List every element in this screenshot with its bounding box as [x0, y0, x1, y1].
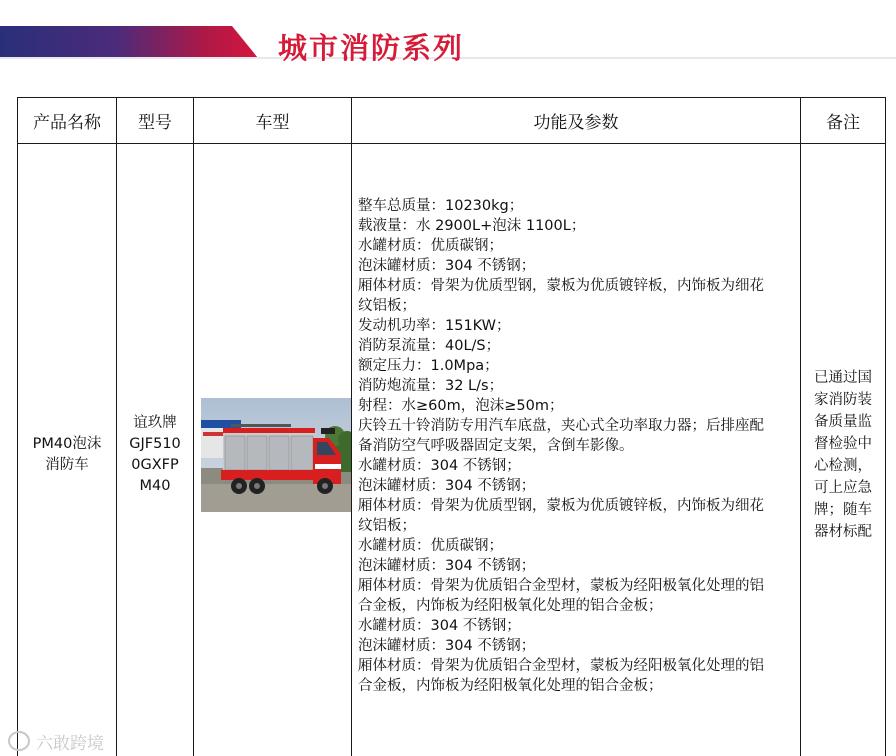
param-line: 泡沫罐材质：304 不锈钢； — [358, 258, 536, 274]
model-line: 谊玖牌 — [133, 415, 177, 431]
param-line: 水罐材质：304 不锈钢； — [358, 458, 521, 474]
product-name-line: 消防车 — [45, 457, 89, 473]
param-line: 消防泵流量：40L/S； — [358, 338, 501, 354]
table-row — [18, 144, 886, 756]
title-banner-bar — [0, 26, 258, 58]
table-header-row — [18, 98, 886, 144]
watermark-text: 六敢跨境 — [36, 733, 104, 754]
remark-line: 器材标配 — [814, 524, 872, 540]
param-line: 水罐材质：优质碳钢； — [358, 538, 503, 554]
spec-table — [17, 97, 886, 756]
param-line: 合金板，内饰板为经阳极氧化处理的铝合金板； — [358, 678, 663, 694]
param-line: 厢体材质：骨架为优质型钢，蒙板为优质镀锌板，内饰板为细花 — [358, 278, 764, 294]
param-line: 发动机功率：151KW； — [358, 318, 511, 334]
watermark-logo-icon — [8, 731, 30, 751]
header-product-name: 产品名称 — [18, 98, 117, 144]
header-remarks: 备注 — [801, 98, 886, 144]
product-name-line: PM40泡沫 — [32, 436, 102, 452]
param-line: 纹铝板； — [358, 298, 416, 314]
remark-line: 已通过国 — [814, 370, 872, 386]
remark-line: 家消防装 — [814, 392, 872, 408]
remark-line: 督检验中 — [814, 436, 872, 452]
header-vehicle-type: 车型 — [194, 98, 352, 144]
param-line: 消防炮流量：32 L/s； — [358, 378, 504, 394]
product-name-cell — [18, 144, 117, 756]
model-cell — [117, 144, 194, 756]
remark-line: 备质量监 — [814, 414, 872, 430]
function-params-cell — [352, 144, 801, 756]
remark-line: 可上应急 — [814, 480, 872, 496]
param-line: 水罐材质：优质碳钢； — [358, 238, 503, 254]
param-line: 整车总质量：10230kg； — [358, 198, 524, 214]
param-line: 庆铃五十铃消防专用汽车底盘，夹心式全功率取力器；后排座配 — [358, 418, 764, 434]
header-model: 型号 — [117, 98, 194, 144]
param-line: 纹铝板； — [358, 518, 416, 534]
remark-line: 心检测， — [814, 458, 872, 474]
model-line: 0GXFP — [131, 457, 179, 473]
param-line: 合金板，内饰板为经阳极氧化处理的铝合金板； — [358, 598, 663, 614]
param-line: 水罐材质：304 不锈钢； — [358, 618, 521, 634]
param-line: 厢体材质：骨架为优质铝合金型材，蒙板为经阳极氧化处理的铝 — [358, 578, 764, 594]
vehicle-image-cell — [194, 144, 352, 756]
param-line: 额定压力：1.0Mpa； — [358, 358, 499, 374]
param-line: 泡沫罐材质：304 不锈钢； — [358, 558, 536, 574]
param-line: 射程：水≥60m，泡沫≥50m； — [358, 398, 564, 414]
remark-line: 牌；随车 — [814, 502, 872, 518]
header-function-params: 功能及参数 — [352, 98, 801, 144]
page-title: 城市消防系列 — [278, 31, 465, 65]
param-line: 厢体材质：骨架为优质型钢，蒙板为优质镀锌板，内饰板为细花 — [358, 498, 764, 514]
model-line: M40 — [139, 478, 171, 494]
param-line: 泡沫罐材质：304 不锈钢； — [358, 478, 536, 494]
remarks-cell — [801, 144, 886, 756]
param-line: 厢体材质：骨架为优质铝合金型材，蒙板为经阳极氧化处理的铝 — [358, 658, 764, 674]
param-line: 备消防空气呼吸器固定支架，含倒车影像。 — [358, 438, 634, 454]
fire-truck-photo — [201, 398, 351, 512]
param-line: 泡沫罐材质：304 不锈钢； — [358, 638, 536, 654]
watermark — [0, 728, 104, 754]
param-line: 载液量：水 2900L+泡沫 1100L； — [358, 218, 586, 234]
model-line: GJF510 — [129, 436, 181, 452]
